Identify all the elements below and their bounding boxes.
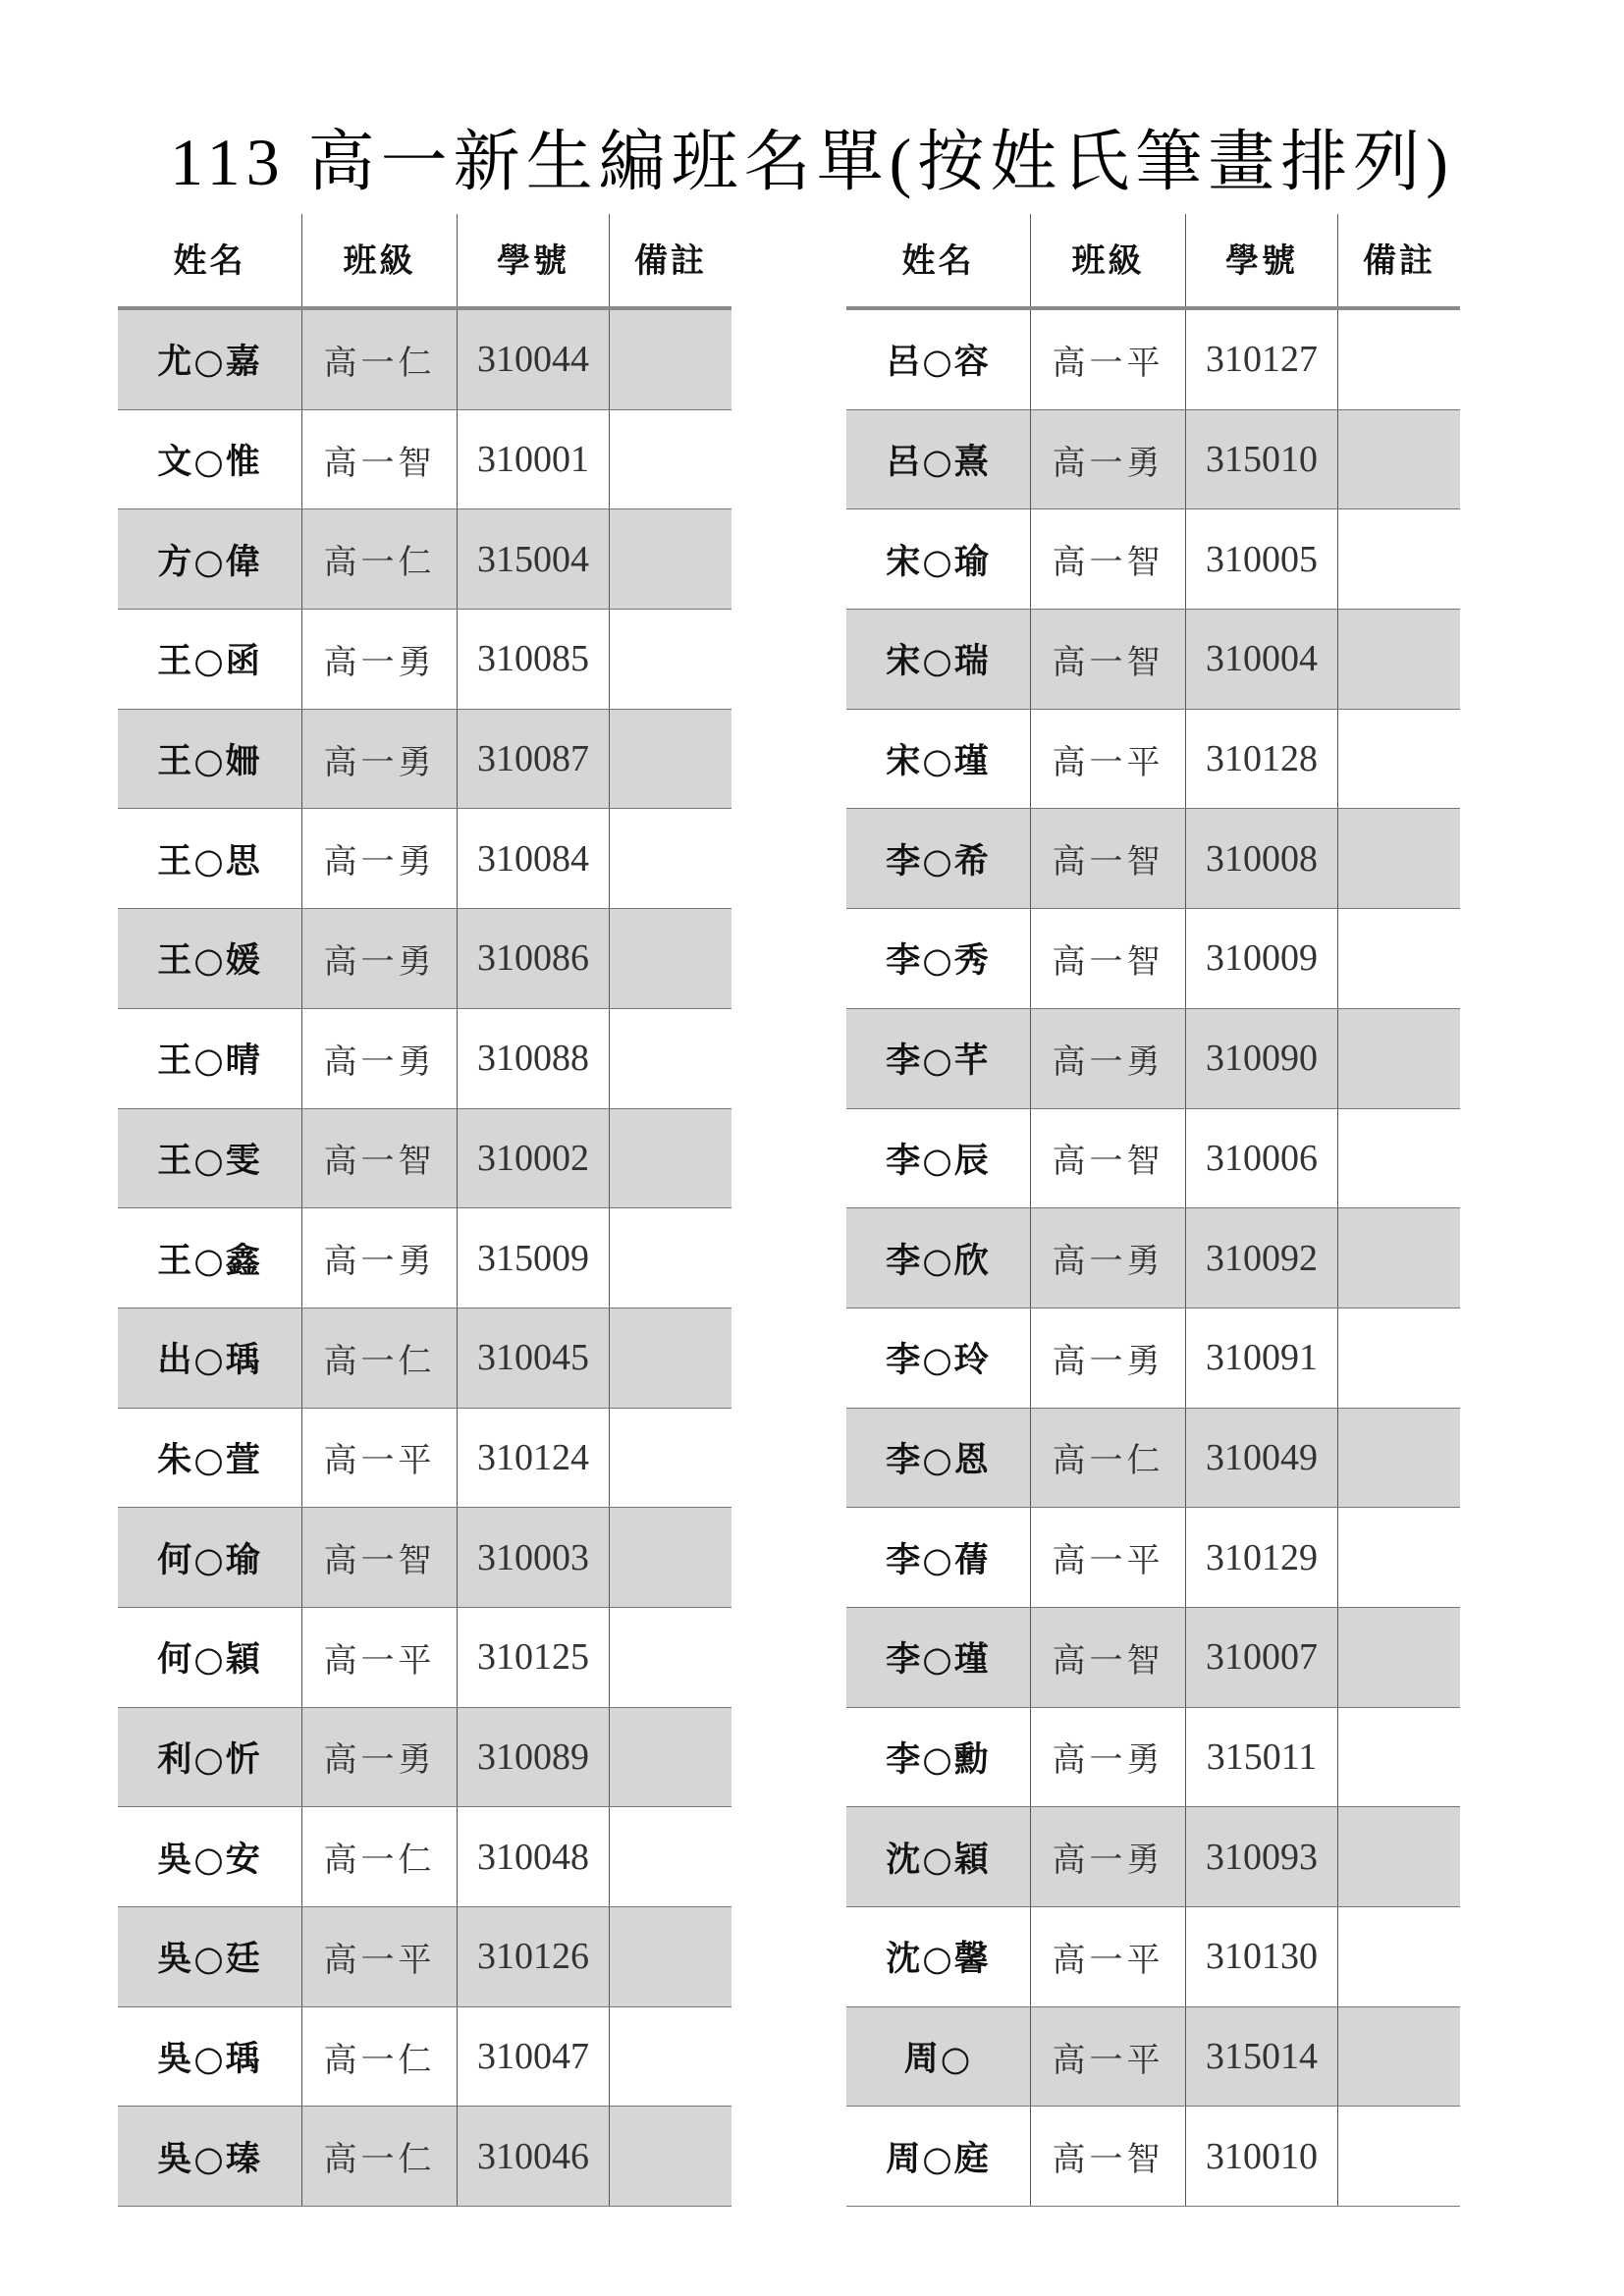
class-name: 高一勇 [302, 1208, 458, 1308]
table-row [846, 1208, 1460, 1308]
table-row [846, 1009, 1460, 1109]
student-id: 310091 [1186, 1308, 1338, 1408]
student-name: 周○庭 [846, 2107, 1031, 2206]
student-name: 李○勳 [846, 1708, 1031, 1807]
note-cell [610, 710, 731, 809]
student-id: 310005 [1186, 509, 1338, 609]
table-row [846, 509, 1460, 610]
student-name: 李○秀 [846, 909, 1031, 1008]
class-name: 高一仁 [302, 2007, 458, 2107]
student-id: 315011 [1186, 1708, 1338, 1807]
note-cell [1338, 1708, 1460, 1807]
class-name: 高一勇 [1031, 1807, 1186, 1906]
note-cell [1338, 509, 1460, 609]
table-row [118, 710, 731, 810]
roster-table-right [846, 214, 1460, 2207]
student-id: 310093 [1186, 1807, 1338, 1906]
student-name: 李○芊 [846, 1009, 1031, 1108]
note-cell [610, 1608, 731, 1707]
note-cell [1338, 1409, 1460, 1508]
table-row [846, 1508, 1460, 1608]
student-name: 宋○瑞 [846, 610, 1031, 709]
table-row [118, 2107, 731, 2207]
student-id: 310129 [1186, 1508, 1338, 1607]
student-id: 310003 [458, 1508, 610, 1607]
note-cell [1338, 310, 1460, 409]
table-row [846, 1608, 1460, 1708]
class-name: 高一平 [1031, 1907, 1186, 2006]
student-id: 310128 [1186, 710, 1338, 809]
student-name: 李○玲 [846, 1308, 1031, 1408]
note-cell [610, 809, 731, 908]
note-cell [1338, 1109, 1460, 1208]
class-name: 高一勇 [302, 610, 458, 709]
note-cell [1338, 710, 1460, 809]
table-row [846, 1308, 1460, 1409]
student-name: 宋○瑜 [846, 509, 1031, 609]
class-name: 高一智 [302, 1508, 458, 1607]
class-name: 高一仁 [1031, 1409, 1186, 1508]
table-row [118, 1109, 731, 1209]
student-id: 310088 [458, 1009, 610, 1108]
class-name: 高一智 [1031, 509, 1186, 609]
student-name: 沈○馨 [846, 1907, 1031, 2006]
student-name: 李○辰 [846, 1109, 1031, 1208]
note-cell [1338, 2007, 1460, 2107]
class-name: 高一智 [1031, 809, 1186, 908]
student-id: 310001 [458, 410, 610, 509]
student-id: 310127 [1186, 310, 1338, 409]
student-id: 310130 [1186, 1907, 1338, 2006]
student-name: 王○姍 [118, 710, 302, 809]
student-name: 方○偉 [118, 509, 302, 609]
table-row [118, 1208, 731, 1308]
student-id: 310044 [458, 310, 610, 409]
class-name: 高一仁 [302, 509, 458, 609]
table-header [846, 214, 1460, 310]
student-id: 310047 [458, 2007, 610, 2107]
table-row [846, 909, 1460, 1009]
note-cell [1338, 1608, 1460, 1707]
note-cell [610, 1409, 731, 1508]
class-name: 高一仁 [302, 310, 458, 409]
student-name: 李○蒨 [846, 1508, 1031, 1607]
student-name: 吳○安 [118, 1807, 302, 1906]
student-name: 文○惟 [118, 410, 302, 509]
student-id: 310007 [1186, 1608, 1338, 1707]
class-name: 高一勇 [302, 1009, 458, 1108]
note-cell [610, 1907, 731, 2006]
table-body [846, 310, 1460, 2207]
table-row [118, 1409, 731, 1509]
table-row [118, 410, 731, 510]
student-id: 315009 [458, 1208, 610, 1308]
note-cell [610, 610, 731, 709]
note-cell [610, 509, 731, 609]
note-cell [610, 1508, 731, 1607]
table-row [118, 1009, 731, 1109]
class-name: 高一平 [302, 1409, 458, 1508]
student-name: 呂○熹 [846, 410, 1031, 509]
table-row [846, 1907, 1460, 2007]
student-name: 宋○瑾 [846, 710, 1031, 809]
student-id: 310008 [1186, 809, 1338, 908]
class-name: 高一勇 [1031, 410, 1186, 509]
note-cell [610, 1708, 731, 1807]
header-note: 備註 [1363, 240, 1435, 281]
student-id: 310048 [458, 1807, 610, 1906]
table-row [118, 1608, 731, 1708]
note-cell [610, 1208, 731, 1308]
header-note: 備註 [634, 240, 707, 281]
class-name: 高一智 [1031, 1109, 1186, 1208]
class-name: 高一勇 [1031, 1708, 1186, 1807]
table-row [846, 1109, 1460, 1209]
student-id: 310084 [458, 809, 610, 908]
table-row [846, 1409, 1460, 1509]
student-id: 310004 [1186, 610, 1338, 709]
student-id: 315014 [1186, 2007, 1338, 2107]
student-id: 310006 [1186, 1109, 1338, 1208]
student-id: 310045 [458, 1308, 610, 1408]
student-id: 315004 [458, 509, 610, 609]
student-name: 周○ [846, 2007, 1031, 2107]
note-cell [1338, 1009, 1460, 1108]
student-id: 310086 [458, 909, 610, 1008]
class-name: 高一勇 [1031, 1009, 1186, 1108]
student-id: 310087 [458, 710, 610, 809]
table-row [846, 710, 1460, 810]
student-name: 王○函 [118, 610, 302, 709]
student-name: 吳○廷 [118, 1907, 302, 2006]
student-name: 尤○嘉 [118, 310, 302, 409]
class-name: 高一勇 [1031, 1308, 1186, 1408]
header-class: 班級 [302, 214, 458, 306]
student-name: 呂○容 [846, 310, 1031, 409]
student-name: 王○鑫 [118, 1208, 302, 1308]
table-header [118, 214, 731, 310]
table-row [118, 310, 731, 410]
table-row [846, 1807, 1460, 1907]
table-body [118, 310, 731, 2207]
table-row [118, 509, 731, 610]
student-id: 310049 [1186, 1409, 1338, 1508]
class-name: 高一平 [1031, 2007, 1186, 2107]
student-name: 李○希 [846, 809, 1031, 908]
class-name: 高一勇 [302, 809, 458, 908]
note-cell [1338, 1907, 1460, 2006]
student-name: 王○雯 [118, 1109, 302, 1208]
class-name: 高一智 [1031, 909, 1186, 1008]
student-id: 310092 [1186, 1208, 1338, 1308]
class-name: 高一勇 [1031, 1208, 1186, 1308]
table-row [846, 610, 1460, 710]
table-row [846, 809, 1460, 909]
student-id: 310125 [458, 1608, 610, 1707]
class-name: 高一平 [302, 1907, 458, 2006]
header-name: 姓名 [846, 214, 1031, 306]
header-id: 學號 [1186, 214, 1338, 306]
header-id: 學號 [458, 214, 610, 306]
student-name: 李○欣 [846, 1208, 1031, 1308]
table-row [118, 1807, 731, 1907]
table-row [846, 2107, 1460, 2207]
student-id: 310010 [1186, 2107, 1338, 2206]
table-row [846, 410, 1460, 510]
note-cell [1338, 1508, 1460, 1607]
class-name: 高一勇 [302, 909, 458, 1008]
student-name: 王○媛 [118, 909, 302, 1008]
note-cell [610, 1308, 731, 1408]
table-row [118, 2007, 731, 2108]
table-row [118, 1508, 731, 1608]
class-name: 高一智 [1031, 1608, 1186, 1707]
page-title: 113 高一新生編班名單(按姓氏筆畫排列) [170, 125, 1454, 199]
note-cell [1338, 410, 1460, 509]
note-cell [610, 909, 731, 1008]
student-id: 310089 [458, 1708, 610, 1807]
class-name: 高一勇 [302, 710, 458, 809]
student-name: 王○晴 [118, 1009, 302, 1108]
class-name: 高一智 [1031, 2107, 1186, 2206]
student-name: 何○瑜 [118, 1508, 302, 1607]
class-name: 高一仁 [302, 2107, 458, 2206]
header-class: 班級 [1031, 214, 1186, 306]
student-name: 利○忻 [118, 1708, 302, 1807]
class-name: 高一平 [1031, 310, 1186, 409]
note-cell [1338, 1807, 1460, 1906]
table-row [118, 1907, 731, 2007]
note-cell [1338, 809, 1460, 908]
class-name: 高一仁 [302, 1807, 458, 1906]
table-row [118, 809, 731, 909]
class-name: 高一平 [1031, 710, 1186, 809]
class-name: 高一平 [1031, 1508, 1186, 1607]
note-cell [1338, 2107, 1460, 2206]
note-cell [1338, 1208, 1460, 1308]
note-cell [610, 410, 731, 509]
class-name: 高一平 [302, 1608, 458, 1707]
note-cell [610, 2107, 731, 2206]
note-cell [610, 1807, 731, 1906]
table-row [118, 610, 731, 710]
class-name: 高一智 [302, 410, 458, 509]
student-id: 310090 [1186, 1009, 1338, 1108]
class-name: 高一仁 [302, 1308, 458, 1408]
table-row [118, 1308, 731, 1409]
roster-table-left [118, 214, 731, 2207]
class-name: 高一智 [302, 1109, 458, 1208]
note-cell [610, 2007, 731, 2107]
class-name: 高一智 [1031, 610, 1186, 709]
student-id: 310126 [458, 1907, 610, 2006]
student-name: 吳○瑀 [118, 2007, 302, 2107]
student-name: 出○瑀 [118, 1308, 302, 1408]
note-cell [1338, 1308, 1460, 1408]
student-name: 沈○穎 [846, 1807, 1031, 1906]
note-cell [1338, 610, 1460, 709]
table-row [118, 909, 731, 1009]
student-name: 李○瑾 [846, 1608, 1031, 1707]
table-row [118, 1708, 731, 1808]
student-name: 何○穎 [118, 1608, 302, 1707]
student-name: 吳○瑧 [118, 2107, 302, 2206]
student-id: 310085 [458, 610, 610, 709]
note-cell [610, 1009, 731, 1108]
table-row [846, 1708, 1460, 1808]
note-cell [1338, 909, 1460, 1008]
student-id: 310009 [1186, 909, 1338, 1008]
student-name: 李○恩 [846, 1409, 1031, 1508]
class-name: 高一勇 [302, 1708, 458, 1807]
student-id: 310124 [458, 1409, 610, 1508]
student-name: 王○思 [118, 809, 302, 908]
student-id: 310002 [458, 1109, 610, 1208]
note-cell [610, 1109, 731, 1208]
note-cell [610, 310, 731, 409]
student-name: 朱○萱 [118, 1409, 302, 1508]
header-name: 姓名 [118, 214, 302, 306]
student-id: 310046 [458, 2107, 610, 2206]
student-id: 315010 [1186, 410, 1338, 509]
table-row [846, 310, 1460, 410]
table-row [846, 2007, 1460, 2108]
